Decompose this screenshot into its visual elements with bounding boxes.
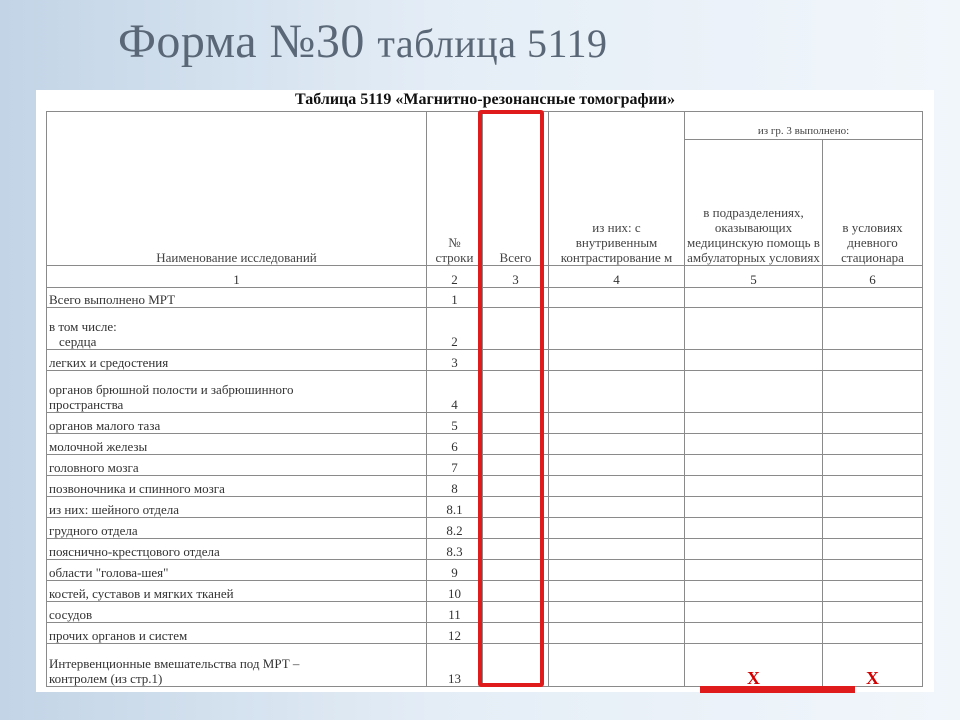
slide-title bbox=[118, 12, 607, 74]
row-number: 12 bbox=[427, 623, 483, 644]
col-number: 4 bbox=[549, 266, 685, 288]
data-cell bbox=[685, 560, 823, 581]
row-number: 1 bbox=[427, 288, 483, 308]
row-name: прочих органов и систем bbox=[47, 623, 427, 644]
data-cell bbox=[685, 455, 823, 476]
row-name-line: контролем (из стр.1) bbox=[49, 671, 163, 686]
data-cell bbox=[823, 371, 923, 413]
data-cell bbox=[549, 581, 685, 602]
data-cell bbox=[823, 497, 923, 518]
col-number: 6 bbox=[823, 266, 923, 288]
row-name: пояснично-крестцового отдела bbox=[47, 539, 427, 560]
row-name-line: пространства bbox=[49, 397, 124, 412]
highlight-total-column bbox=[478, 110, 544, 687]
row-name: сосудов bbox=[47, 602, 427, 623]
row-number: 5 bbox=[427, 413, 483, 434]
data-cell bbox=[685, 602, 823, 623]
data-cell bbox=[823, 476, 923, 497]
row-number: 6 bbox=[427, 434, 483, 455]
x-mark: Х bbox=[823, 644, 923, 687]
header-total: Всего bbox=[483, 112, 549, 266]
data-cell bbox=[549, 455, 685, 476]
header-ambulatory: в подразделениях, оказывающих медицинскую помощь в амбулаторных условиях bbox=[685, 140, 823, 266]
data-cell bbox=[549, 434, 685, 455]
row-number: 4 bbox=[427, 371, 483, 413]
row-name: органов малого таза bbox=[47, 413, 427, 434]
data-cell bbox=[685, 434, 823, 455]
data-cell bbox=[685, 539, 823, 560]
header-contrast: из них: с внутривенным контрастирование м bbox=[549, 112, 685, 266]
slide-title-main: Форма №30 bbox=[118, 15, 365, 68]
data-cell bbox=[823, 602, 923, 623]
data-cell bbox=[685, 308, 823, 350]
header-day-hospital: в условиях дневного стационара bbox=[823, 140, 923, 266]
row-name: из них: шейного отдела bbox=[47, 497, 427, 518]
data-cell bbox=[823, 518, 923, 539]
data-cell bbox=[549, 602, 685, 623]
data-cell bbox=[685, 623, 823, 644]
data-cell bbox=[685, 288, 823, 308]
data-cell bbox=[685, 581, 823, 602]
data-cell bbox=[823, 539, 923, 560]
row-name: области "голова-шея" bbox=[47, 560, 427, 581]
row-name-line: в том числе: bbox=[49, 319, 117, 334]
data-cell bbox=[823, 308, 923, 350]
data-cell bbox=[823, 413, 923, 434]
data-cell bbox=[823, 581, 923, 602]
table-caption: Таблица 5119 «Магнитно-резонансные томографии» bbox=[294, 91, 675, 108]
data-cell bbox=[823, 623, 923, 644]
row-name-line: сердца bbox=[59, 334, 97, 349]
col-number: 5 bbox=[685, 266, 823, 288]
row-number: 8 bbox=[427, 476, 483, 497]
row-number: 10 bbox=[427, 581, 483, 602]
row-name bbox=[47, 308, 427, 350]
data-cell bbox=[685, 518, 823, 539]
data-cell bbox=[823, 455, 923, 476]
data-cell bbox=[685, 476, 823, 497]
row-number: 8.2 bbox=[427, 518, 483, 539]
data-cell bbox=[549, 623, 685, 644]
col-number: 2 bbox=[427, 266, 483, 288]
data-cell bbox=[685, 497, 823, 518]
row-number: 8.1 bbox=[427, 497, 483, 518]
data-cell bbox=[549, 539, 685, 560]
row-name-line: органов брюшной полости и забрюшинного bbox=[49, 382, 294, 397]
data-cell bbox=[823, 288, 923, 308]
row-number: 11 bbox=[427, 602, 483, 623]
slide-title-sub: таблица 5119 bbox=[377, 21, 608, 66]
highlight-underline bbox=[700, 686, 855, 693]
row-number: 8.3 bbox=[427, 539, 483, 560]
row-name: молочной железы bbox=[47, 434, 427, 455]
col-number: 1 bbox=[47, 266, 427, 288]
row-name: позвоночника и спинного мозга bbox=[47, 476, 427, 497]
data-cell bbox=[685, 413, 823, 434]
x-mark: Х bbox=[685, 644, 823, 687]
data-cell bbox=[549, 350, 685, 371]
row-name: головного мозга bbox=[47, 455, 427, 476]
data-cell bbox=[685, 350, 823, 371]
row-name bbox=[47, 644, 427, 687]
data-cell bbox=[549, 644, 685, 687]
row-number: 13 bbox=[427, 644, 483, 687]
header-group: из гр. 3 выполнено: bbox=[685, 112, 923, 140]
data-cell bbox=[549, 560, 685, 581]
row-name-line: Интервенционные вмешательства под МРТ – bbox=[49, 656, 300, 671]
data-cell bbox=[823, 434, 923, 455]
row-name bbox=[47, 371, 427, 413]
row-name: костей, суставов и мягких тканей bbox=[47, 581, 427, 602]
data-cell bbox=[685, 371, 823, 413]
data-cell bbox=[549, 497, 685, 518]
data-cell bbox=[549, 288, 685, 308]
row-name: Всего выполнено МРТ bbox=[47, 288, 427, 308]
data-cell bbox=[549, 308, 685, 350]
data-cell bbox=[549, 371, 685, 413]
data-cell bbox=[549, 413, 685, 434]
row-name: грудного отдела bbox=[47, 518, 427, 539]
row-name: легких и средостения bbox=[47, 350, 427, 371]
data-cell bbox=[823, 350, 923, 371]
data-cell bbox=[549, 476, 685, 497]
row-number: 7 bbox=[427, 455, 483, 476]
header-row-no: № строки bbox=[427, 112, 483, 266]
row-number: 9 bbox=[427, 560, 483, 581]
data-cell bbox=[823, 560, 923, 581]
col-number: 3 bbox=[483, 266, 549, 288]
row-number: 3 bbox=[427, 350, 483, 371]
header-name: Наименование исследований bbox=[47, 112, 427, 266]
row-number: 2 bbox=[427, 308, 483, 350]
data-cell bbox=[549, 518, 685, 539]
